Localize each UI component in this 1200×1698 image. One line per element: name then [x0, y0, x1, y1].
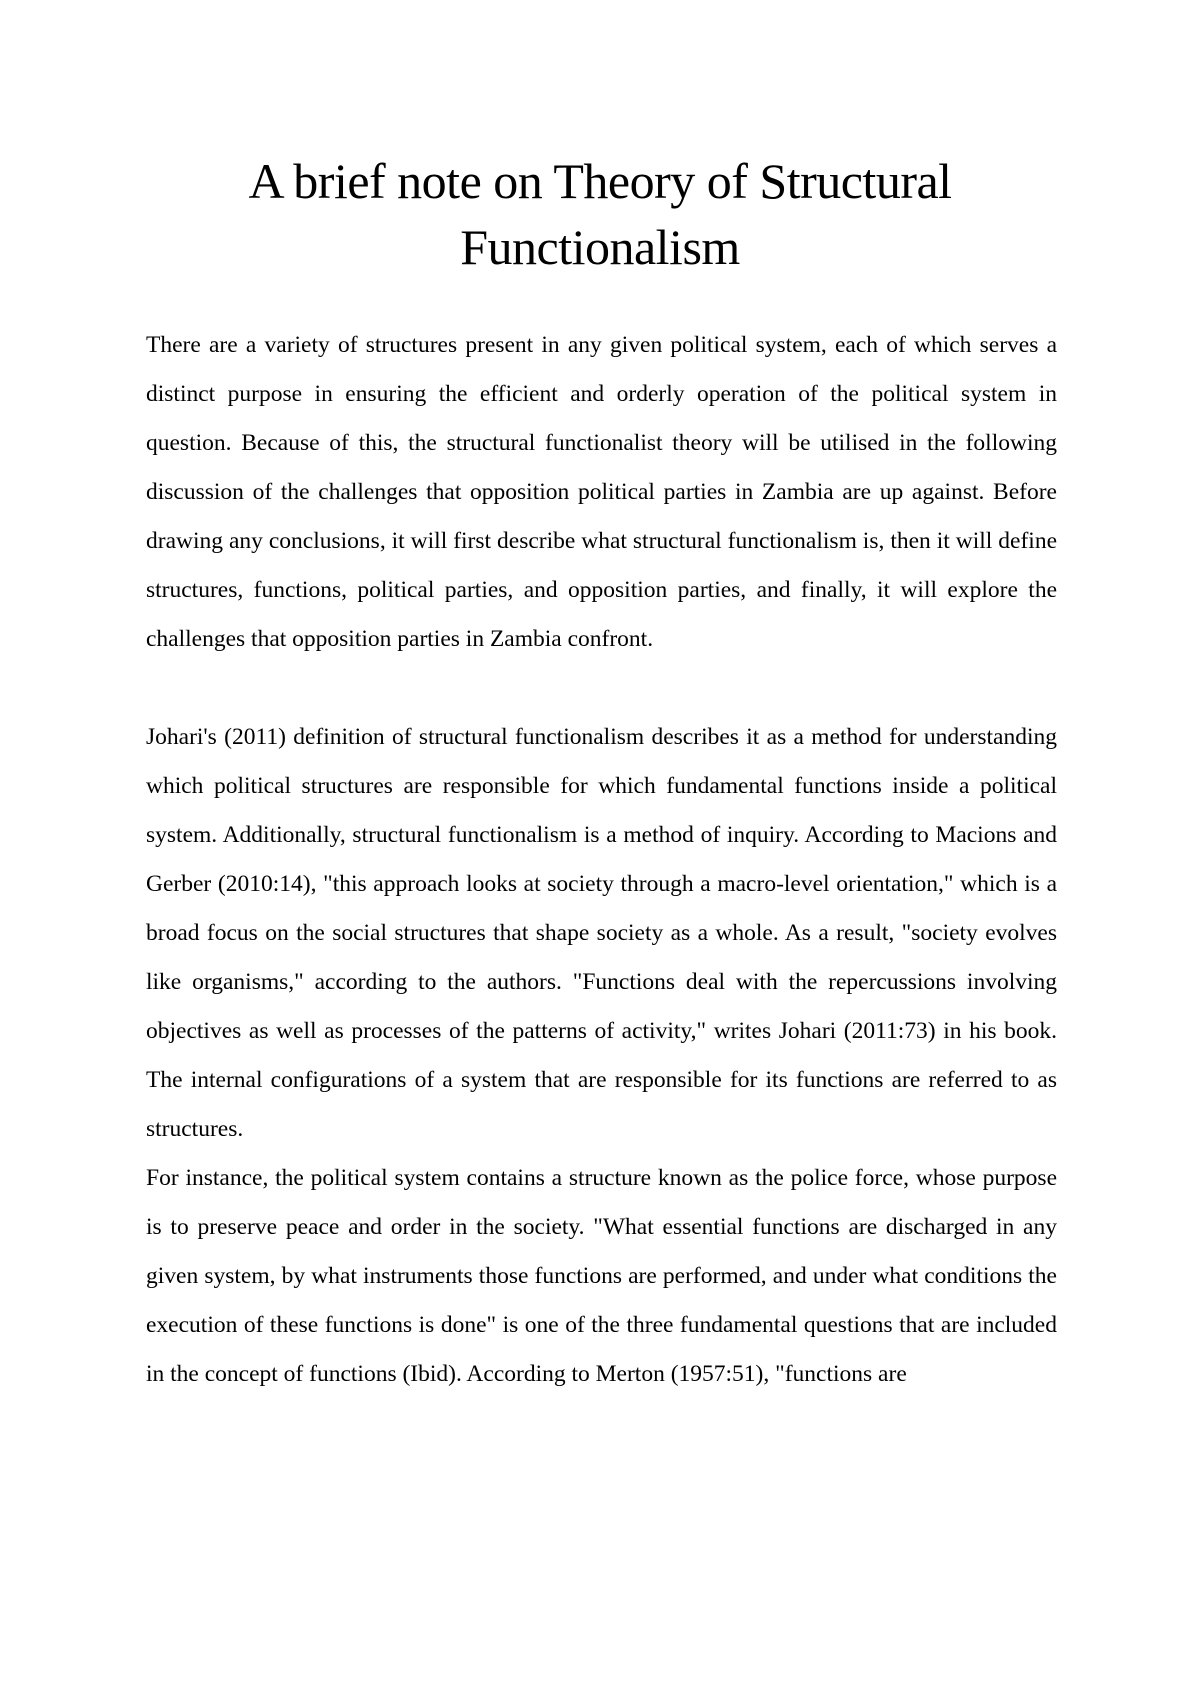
paragraph-3: For instance, the political system contains a structure known as the police force, whose purpose is to preserve peace and order in the society. "What essential functions are discharged in any given system, by what instruments those functions are performed, and under what conditions the execution of these functions is done" is one of the three fundamental questions that are included in the concept of functions (Ibid). According to Merton (1957:51), "functions are: [146, 1165, 1057, 1387]
paragraph-1: There are a variety of structures present in any given political system, each of which serves a distinct purpose in ensuring the efficient and orderly operation of the political system in question. Because of this, the structural functionalist theory will be utilised in the following discussion of the challenges that opposition political parties in Zambia are up against. Before drawing any conclusions, it will first describe what structural functionalism is, then it will define structures, functions, political parties, and opposition parties, and finally, it will explore the challenges that opposition parties in Zambia confront.: [146, 332, 1057, 652]
paragraph-2: Johari's (2011) definition of structural functionalism describes it as a method for understanding which political structures are responsible for which fundamental functions inside a political system. Additionally, structural functionalism is a method of inquiry. According to Macions and Gerber (2010:14), "this approach looks at society through a macro-level orientation," which is a broad focus on the social structures that shape society as a whole. As a result, "society evolves like organisms," according to the authors. "Functions deal with the repercussions involving objectives as well as processes of the patterns of activity," writes Johari (2011:73) in his book. The internal configurations of a system that are responsible for its functions are referred to as structures.: [146, 724, 1057, 1142]
document-body: [146, 321, 1057, 1399]
document-title: A brief note on Theory of Structural Functionalism: [248, 153, 952, 275]
